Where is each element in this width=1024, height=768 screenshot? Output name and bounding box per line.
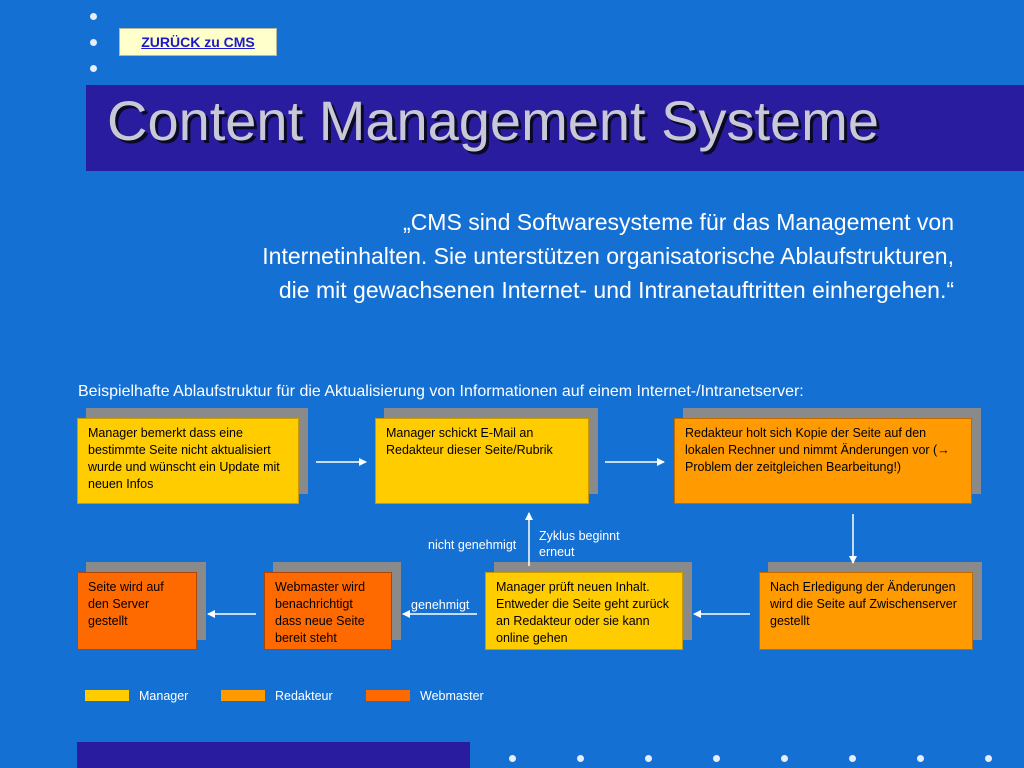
diagram-caption: Beispielhafte Ablaufstruktur für die Aktualisierung von Informationen auf einem Internet-/Intranetserver: [78, 383, 804, 400]
label-approved: genehmigt [411, 598, 470, 612]
decorative-dot [849, 755, 856, 762]
decorative-dot [645, 755, 652, 762]
label-not-approved: nicht genehmigt [428, 538, 517, 552]
legend-swatch-redakteur [221, 690, 265, 701]
flow-box-manager-review: Manager prüft neuen Inhalt. Entweder die Seite geht zurück an Redakteur oder sie kann online gehen [485, 572, 683, 650]
back-to-cms-button[interactable]: ZURÜCK zu CMS [119, 28, 277, 56]
footer-band [77, 742, 470, 768]
legend-swatch-manager [85, 690, 129, 701]
decorative-dot [781, 755, 788, 762]
flow-box-manager-notices: Manager bemerkt dass eine bestimmte Seite nicht aktualisiert wurde und wünscht ein Update mit neuen Infos [77, 418, 299, 504]
decorative-dot [985, 755, 992, 762]
flow-box-manager-email: Manager schickt E-Mail an Redakteur dieser Seite/Rubrik [375, 418, 589, 504]
legend-label-redakteur: Redakteur [275, 689, 333, 703]
legend-label-manager: Manager [139, 689, 189, 703]
quote-line: die mit gewachsenen Internet- und Intranetauftritten einhergehen.“ [278, 277, 954, 303]
label-cycle-restarts: Zyklus beginnt erneut [539, 529, 620, 559]
decorative-dot [713, 755, 720, 762]
page-title: Content Management Systeme [107, 89, 879, 152]
flow-box-webmaster-notified: Webmaster wird benachrichtigt dass neue Seite bereit steht [264, 572, 392, 650]
flow-box-redakteur-upload: Nach Erledigung der Änderungen wird die Seite auf Zwischenserver gestellt [759, 572, 973, 650]
legend-label-webmaster: Webmaster [420, 689, 484, 703]
quote-line: Internetinhalten. Sie unterstützen organisatorische Ablaufstrukturen, [262, 243, 954, 269]
decorative-dot [577, 755, 584, 762]
legend-swatch-webmaster [366, 690, 410, 701]
flow-box-webmaster-publish: Seite wird auf den Server gestellt [77, 572, 197, 650]
quote-line: „CMS sind Softwaresysteme für das Management von [403, 209, 954, 235]
decorative-dot [509, 755, 516, 762]
decorative-dot [917, 755, 924, 762]
flow-box-redakteur-edits: Redakteur holt sich Kopie der Seite auf den lokalen Rechner und nimmt Änderungen vor (→ Problem der zeitgleichen Bearbeitung!) [674, 418, 972, 504]
